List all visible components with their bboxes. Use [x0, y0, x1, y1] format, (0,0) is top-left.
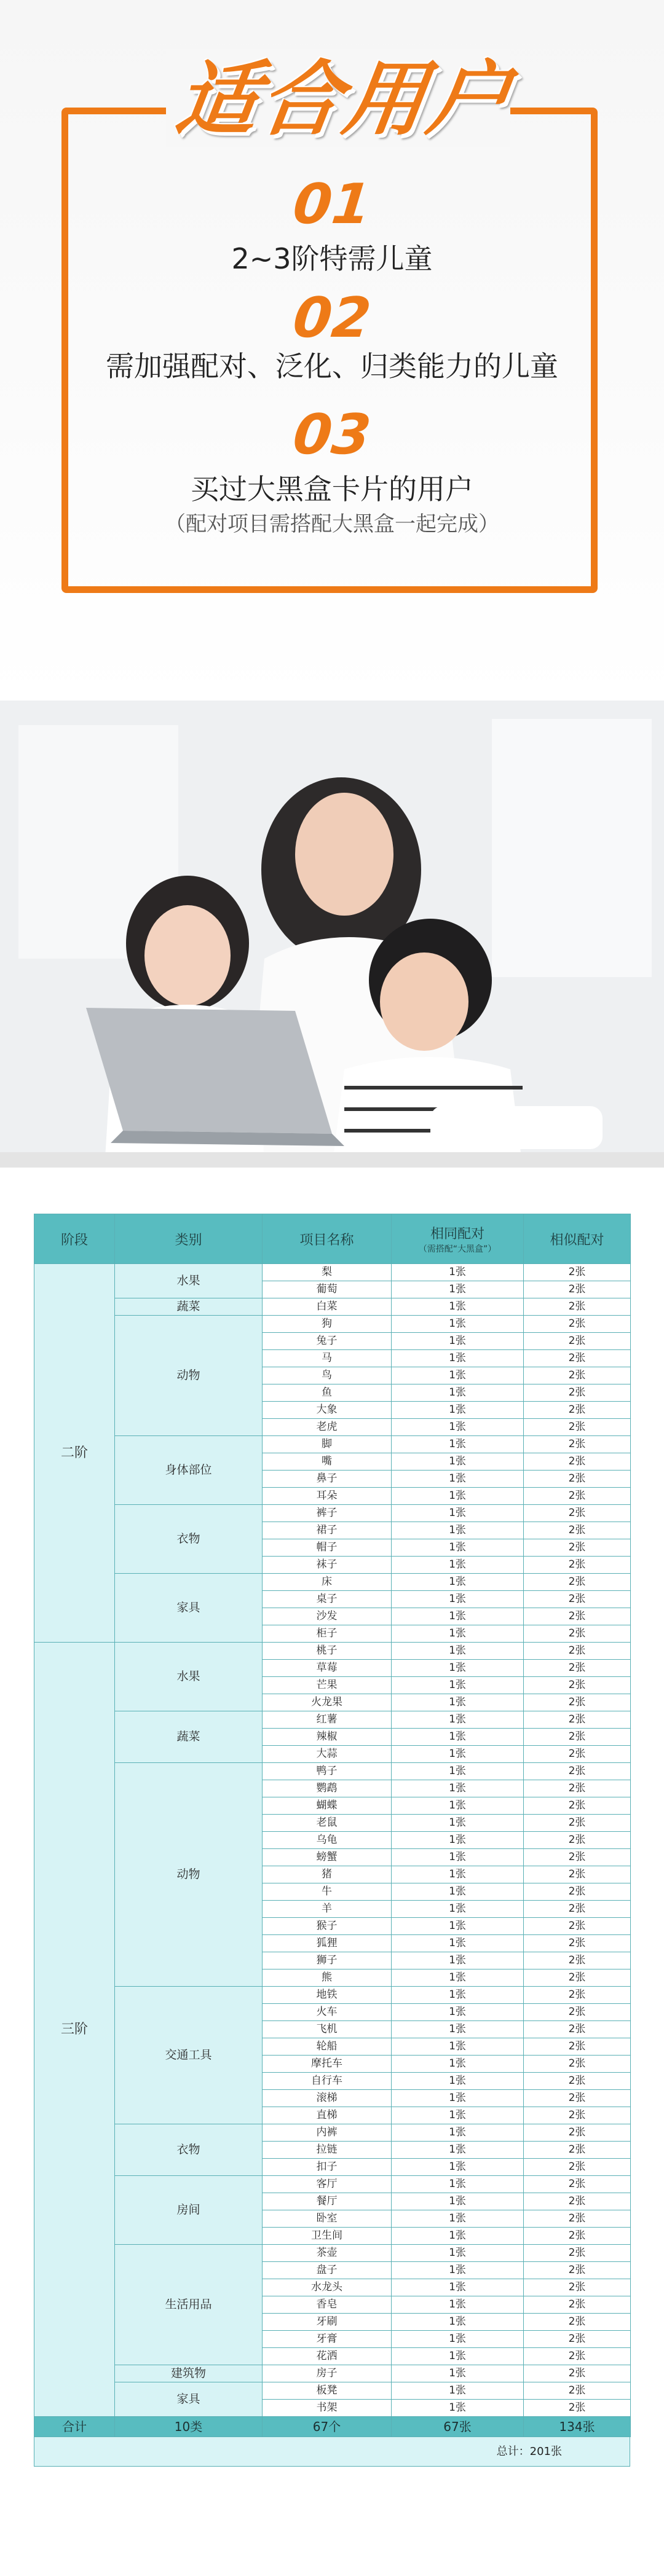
same-pair-cell: 1张 [392, 1711, 524, 1729]
similar-pair-cell: 2张 [524, 1316, 631, 1333]
similar-pair-cell: 2张 [524, 2382, 631, 2400]
item-number-03: 03 [290, 402, 374, 467]
item-name-cell: 滚梯 [263, 2090, 392, 2107]
header-similar: 相似配对 [524, 1214, 631, 1264]
similar-pair-cell: 2张 [524, 1952, 631, 1969]
similar-pair-cell: 2张 [524, 2193, 631, 2210]
item-name-cell: 老鼠 [263, 1815, 392, 1832]
similar-pair-cell: 2张 [524, 2021, 631, 2038]
same-pair-cell: 1张 [392, 2142, 524, 2159]
item-name-cell: 桃子 [263, 1643, 392, 1660]
similar-pair-cell: 2张 [524, 1746, 631, 1763]
total-same: 67张 [392, 2417, 524, 2437]
item-name-cell: 乌龟 [263, 1832, 392, 1849]
item-name-cell: 鸟 [263, 1367, 392, 1384]
same-pair-cell: 1张 [392, 1677, 524, 1694]
similar-pair-cell: 2张 [524, 1505, 631, 1522]
item-name-cell: 熊 [263, 1969, 392, 1987]
item-name-cell: 葡萄 [263, 1281, 392, 1298]
similar-pair-cell: 2张 [524, 2210, 631, 2228]
item-name-cell: 卫生间 [263, 2228, 392, 2245]
same-pair-cell: 1张 [392, 1918, 524, 1935]
same-pair-cell: 1张 [392, 2348, 524, 2365]
same-pair-cell: 1张 [392, 1763, 524, 1780]
similar-pair-cell: 2张 [524, 1987, 631, 2004]
item-name-cell: 嘴 [263, 1453, 392, 1471]
item-name-cell: 拉链 [263, 2142, 392, 2159]
similar-pair-cell: 2张 [524, 1780, 631, 1797]
similar-pair-cell: 2张 [524, 2142, 631, 2159]
category-cell: 水果 [115, 1643, 263, 1711]
same-pair-cell: 1张 [392, 2262, 524, 2279]
same-pair-cell: 1张 [392, 2314, 524, 2331]
grand-total: 总计：201张 [34, 2437, 630, 2467]
category-cell: 身体部位 [115, 1436, 263, 1505]
similar-pair-cell: 2张 [524, 2262, 631, 2279]
same-pair-cell: 1张 [392, 1625, 524, 1643]
item-name-cell: 狗 [263, 1316, 392, 1333]
item-name-cell: 马 [263, 1350, 392, 1367]
same-pair-cell: 1张 [392, 2228, 524, 2245]
same-pair-cell: 1张 [392, 1883, 524, 1901]
category-cell: 建筑物 [115, 2365, 263, 2382]
item-name-cell: 花洒 [263, 2348, 392, 2365]
item-name-cell: 牙膏 [263, 2331, 392, 2348]
item-number-02: 02 [290, 286, 374, 350]
table-row [34, 2365, 631, 2382]
header-stage: 阶段 [34, 1214, 115, 1264]
item-name-cell: 书架 [263, 2400, 392, 2417]
same-pair-cell: 1张 [392, 2159, 524, 2176]
same-pair-cell: 1张 [392, 1367, 524, 1384]
table-row [34, 1264, 631, 1281]
item-name-cell: 沙发 [263, 1608, 392, 1625]
item-name-cell: 床 [263, 1574, 392, 1591]
item-name-cell: 地铁 [263, 1987, 392, 2004]
item-name-cell: 桌子 [263, 1591, 392, 1608]
family-photo-illustration [0, 701, 664, 1168]
item-name-cell: 螃蟹 [263, 1849, 392, 1866]
total-similar: 134张 [524, 2417, 631, 2437]
item-name-cell: 鼻子 [263, 1471, 392, 1488]
similar-pair-cell: 2张 [524, 2365, 631, 2382]
same-pair-cell: 1张 [392, 1539, 524, 1557]
similar-pair-cell: 2张 [524, 1574, 631, 1591]
category-cell: 动物 [115, 1316, 263, 1436]
item-name-cell: 白菜 [263, 1298, 392, 1316]
similar-pair-cell: 2张 [524, 1333, 631, 1350]
table-row [34, 1711, 631, 1729]
same-pair-cell: 1张 [392, 1969, 524, 1987]
table-row [34, 1574, 631, 1591]
similar-pair-cell: 2张 [524, 1281, 631, 1298]
similar-pair-cell: 2张 [524, 1918, 631, 1935]
same-pair-cell: 1张 [392, 1952, 524, 1969]
similar-pair-cell: 2张 [524, 1849, 631, 1866]
similar-pair-cell: 2张 [524, 1350, 631, 1367]
same-pair-cell: 1张 [392, 1298, 524, 1316]
same-pair-cell: 1张 [392, 1557, 524, 1574]
total-items: 67个 [263, 2417, 392, 2437]
category-cell: 水果 [115, 1264, 263, 1298]
similar-pair-cell: 2张 [524, 1384, 631, 1402]
same-pair-cell: 1张 [392, 1660, 524, 1677]
table-row [34, 1316, 631, 1333]
similar-pair-cell: 2张 [524, 1522, 631, 1539]
item-name-cell: 盘子 [263, 2262, 392, 2279]
item-name-cell: 裤子 [263, 1505, 392, 1522]
table-row [34, 1643, 631, 1660]
item-name-cell: 老虎 [263, 1419, 392, 1436]
same-pair-cell: 1张 [392, 1488, 524, 1505]
category-cell: 交通工具 [115, 1987, 263, 2124]
similar-pair-cell: 2张 [524, 1591, 631, 1608]
item-name-cell: 鱼 [263, 1384, 392, 1402]
same-pair-cell: 1张 [392, 1780, 524, 1797]
item-name-cell: 蝴蝶 [263, 1797, 392, 1815]
item-text-01: 2~3阶特需儿童 [231, 242, 433, 275]
item-number-01: 01 [290, 172, 374, 237]
item-name-cell: 内裤 [263, 2124, 392, 2142]
similar-pair-cell: 2张 [524, 1832, 631, 1849]
table-row [34, 1763, 631, 1780]
same-pair-cell: 1张 [392, 2056, 524, 2073]
item-name-cell: 辣椒 [263, 1729, 392, 1746]
header-same-label: 相同配对 [430, 1226, 484, 1242]
category-cell: 动物 [115, 1763, 263, 1987]
header-item: 项目名称 [263, 1214, 392, 1264]
item-name-cell: 狮子 [263, 1952, 392, 1969]
item-name-cell: 脚 [263, 1436, 392, 1453]
similar-pair-cell: 2张 [524, 1471, 631, 1488]
total-label: 合计 [34, 2417, 115, 2437]
family-photo [0, 701, 664, 1168]
similar-pair-cell: 2张 [524, 2279, 631, 2296]
same-pair-cell: 1张 [392, 2090, 524, 2107]
same-pair-cell: 1张 [392, 2400, 524, 2417]
same-pair-cell: 1张 [392, 2038, 524, 2056]
similar-pair-cell: 2张 [524, 2107, 631, 2124]
category-cell: 蔬菜 [115, 1711, 263, 1763]
same-pair-cell: 1张 [392, 2210, 524, 2228]
table-row [34, 2176, 631, 2193]
similar-pair-cell: 2张 [524, 1866, 631, 1883]
item-name-cell: 客厅 [263, 2176, 392, 2193]
category-cell: 生活用品 [115, 2245, 263, 2365]
section-title: 适合用户 [170, 52, 518, 147]
similar-pair-cell: 2张 [524, 1298, 631, 1316]
table-row [34, 1505, 631, 1522]
item-name-cell: 板凳 [263, 2382, 392, 2400]
item-name-cell: 柜子 [263, 1625, 392, 1643]
header-same-note: （需搭配“大黑盒”） [418, 1244, 497, 1254]
item-text-03: 买过大黑盒卡片的用户 [191, 473, 473, 506]
similar-pair-cell: 2张 [524, 2245, 631, 2262]
same-pair-cell: 1张 [392, 2124, 524, 2142]
same-pair-cell: 1张 [392, 2004, 524, 2021]
same-pair-cell: 1张 [392, 1316, 524, 1333]
item-name-cell: 牛 [263, 1883, 392, 1901]
similar-pair-cell: 2张 [524, 2296, 631, 2314]
same-pair-cell: 1张 [392, 2107, 524, 2124]
item-name-cell: 轮船 [263, 2038, 392, 2056]
same-pair-cell: 1张 [392, 1436, 524, 1453]
same-pair-cell: 1张 [392, 2279, 524, 2296]
category-cell: 家具 [115, 1574, 263, 1643]
similar-pair-cell: 2张 [524, 1935, 631, 1952]
same-pair-cell: 1张 [392, 1935, 524, 1952]
category-cell: 家具 [115, 2382, 263, 2417]
same-pair-cell: 1张 [392, 1350, 524, 1367]
similar-pair-cell: 2张 [524, 1402, 631, 1419]
similar-pair-cell: 2张 [524, 1488, 631, 1505]
similar-pair-cell: 2张 [524, 1969, 631, 1987]
item-name-cell: 香皂 [263, 2296, 392, 2314]
similar-pair-cell: 2张 [524, 2073, 631, 2090]
same-pair-cell: 1张 [392, 1746, 524, 1763]
same-pair-cell: 1张 [392, 2365, 524, 2382]
item-name-cell: 火龙果 [263, 1694, 392, 1711]
same-pair-cell: 1张 [392, 2382, 524, 2400]
item-name-cell: 茶壶 [263, 2245, 392, 2262]
header-same [392, 1214, 524, 1264]
similar-pair-cell: 2张 [524, 2314, 631, 2331]
similar-pair-cell: 2张 [524, 1815, 631, 1832]
item-name-cell: 餐厅 [263, 2193, 392, 2210]
similar-pair-cell: 2张 [524, 1901, 631, 1918]
same-pair-cell: 1张 [392, 2331, 524, 2348]
item-name-cell: 火车 [263, 2004, 392, 2021]
item-text-02: 需加强配对、泛化、归类能力的儿童 [106, 350, 558, 383]
similar-pair-cell: 2张 [524, 1694, 631, 1711]
item-name-cell: 摩托车 [263, 2056, 392, 2073]
same-pair-cell: 1张 [392, 2193, 524, 2210]
stage-cell: 三阶 [34, 1643, 115, 2417]
similar-pair-cell: 2张 [524, 1367, 631, 1384]
table-row [34, 2382, 631, 2400]
similar-pair-cell: 2张 [524, 2038, 631, 2056]
table-row [34, 2245, 631, 2262]
same-pair-cell: 1张 [392, 1402, 524, 1419]
similar-pair-cell: 2张 [524, 2228, 631, 2245]
similar-pair-cell: 2张 [524, 1660, 631, 1677]
similar-pair-cell: 2张 [524, 1419, 631, 1436]
same-pair-cell: 1张 [392, 1729, 524, 1746]
same-pair-cell: 1张 [392, 2021, 524, 2038]
item-name-cell: 芒果 [263, 1677, 392, 1694]
item-name-cell: 猪 [263, 1866, 392, 1883]
same-pair-cell: 1张 [392, 1419, 524, 1436]
similar-pair-cell: 2张 [524, 2090, 631, 2107]
similar-pair-cell: 2张 [524, 2056, 631, 2073]
item-name-cell: 兔子 [263, 1333, 392, 1350]
item-name-cell: 狐狸 [263, 1935, 392, 1952]
same-pair-cell: 1张 [392, 1849, 524, 1866]
item-name-cell: 帽子 [263, 1539, 392, 1557]
same-pair-cell: 1张 [392, 1608, 524, 1625]
similar-pair-cell: 2张 [524, 1711, 631, 1729]
same-pair-cell: 1张 [392, 1281, 524, 1298]
similar-pair-cell: 2张 [524, 1797, 631, 1815]
same-pair-cell: 1张 [392, 1815, 524, 1832]
item-name-cell: 梨 [263, 1264, 392, 1281]
table-row [34, 1987, 631, 2004]
same-pair-cell: 1张 [392, 2073, 524, 2090]
category-cell: 房间 [115, 2176, 263, 2245]
item-name-cell: 鹦鹉 [263, 1780, 392, 1797]
item-name-cell: 水龙头 [263, 2279, 392, 2296]
item-name-cell: 红薯 [263, 1711, 392, 1729]
users-section [0, 0, 664, 701]
same-pair-cell: 1张 [392, 1797, 524, 1815]
same-pair-cell: 1张 [392, 1591, 524, 1608]
category-cell: 衣物 [115, 2124, 263, 2176]
item-name-cell: 扣子 [263, 2159, 392, 2176]
table-row [34, 1298, 631, 1316]
item-name-cell: 大蒜 [263, 1746, 392, 1763]
item-name-cell: 羊 [263, 1901, 392, 1918]
item-name-cell: 袜子 [263, 1557, 392, 1574]
same-pair-cell: 1张 [392, 2245, 524, 2262]
similar-pair-cell: 2张 [524, 2176, 631, 2193]
same-pair-cell: 1张 [392, 1384, 524, 1402]
same-pair-cell: 1张 [392, 2176, 524, 2193]
same-pair-cell: 1张 [392, 1333, 524, 1350]
similar-pair-cell: 2张 [524, 1539, 631, 1557]
category-cell: 衣物 [115, 1505, 263, 1574]
similar-pair-cell: 2张 [524, 1264, 631, 1281]
similar-pair-cell: 2张 [524, 1608, 631, 1625]
item-name-cell: 卧室 [263, 2210, 392, 2228]
same-pair-cell: 1张 [392, 1522, 524, 1539]
similar-pair-cell: 2张 [524, 2348, 631, 2365]
similar-pair-cell: 2张 [524, 1677, 631, 1694]
similar-pair-cell: 2张 [524, 2124, 631, 2142]
item-name-cell: 大象 [263, 1402, 392, 1419]
item-name-cell: 裙子 [263, 1522, 392, 1539]
item-name-cell: 猴子 [263, 1918, 392, 1935]
item-name-cell: 飞机 [263, 2021, 392, 2038]
item-name-cell: 房子 [263, 2365, 392, 2382]
same-pair-cell: 1张 [392, 1453, 524, 1471]
item-name-cell: 自行车 [263, 2073, 392, 2090]
similar-pair-cell: 2张 [524, 1643, 631, 1660]
stage-cell: 二阶 [34, 1264, 115, 1643]
same-pair-cell: 1张 [392, 1643, 524, 1660]
item-name-cell: 草莓 [263, 1660, 392, 1677]
category-cell: 蔬菜 [115, 1298, 263, 1316]
item-table [34, 1214, 630, 2467]
item-name-cell: 鸭子 [263, 1763, 392, 1780]
similar-pair-cell: 2张 [524, 2331, 631, 2348]
table-body [34, 1264, 631, 2417]
table-row [34, 2124, 631, 2142]
same-pair-cell: 1张 [392, 1832, 524, 1849]
item-name-cell: 牙刷 [263, 2314, 392, 2331]
item-table-grid [34, 1214, 631, 2437]
same-pair-cell: 1张 [392, 1471, 524, 1488]
total-row [34, 2417, 631, 2437]
similar-pair-cell: 2张 [524, 2004, 631, 2021]
item-name-cell: 直梯 [263, 2107, 392, 2124]
same-pair-cell: 1张 [392, 1866, 524, 1883]
item-name-cell: 耳朵 [263, 1488, 392, 1505]
similar-pair-cell: 2张 [524, 1883, 631, 1901]
header-category: 类别 [115, 1214, 263, 1264]
same-pair-cell: 1张 [392, 1574, 524, 1591]
same-pair-cell: 1张 [392, 1264, 524, 1281]
similar-pair-cell: 2张 [524, 1729, 631, 1746]
similar-pair-cell: 2张 [524, 2159, 631, 2176]
table-row [34, 1436, 631, 1453]
same-pair-cell: 1张 [392, 1987, 524, 2004]
item-subtext-03: （配对项目需搭配大黑盒一起完成） [165, 512, 499, 536]
same-pair-cell: 1张 [392, 2296, 524, 2314]
similar-pair-cell: 2张 [524, 1763, 631, 1780]
similar-pair-cell: 2张 [524, 1436, 631, 1453]
same-pair-cell: 1张 [392, 1505, 524, 1522]
total-categories: 10类 [115, 2417, 263, 2437]
table-header-row [34, 1214, 631, 1264]
similar-pair-cell: 2张 [524, 1453, 631, 1471]
similar-pair-cell: 2张 [524, 1625, 631, 1643]
similar-pair-cell: 2张 [524, 1557, 631, 1574]
same-pair-cell: 1张 [392, 1694, 524, 1711]
similar-pair-cell: 2张 [524, 2400, 631, 2417]
same-pair-cell: 1张 [392, 1901, 524, 1918]
